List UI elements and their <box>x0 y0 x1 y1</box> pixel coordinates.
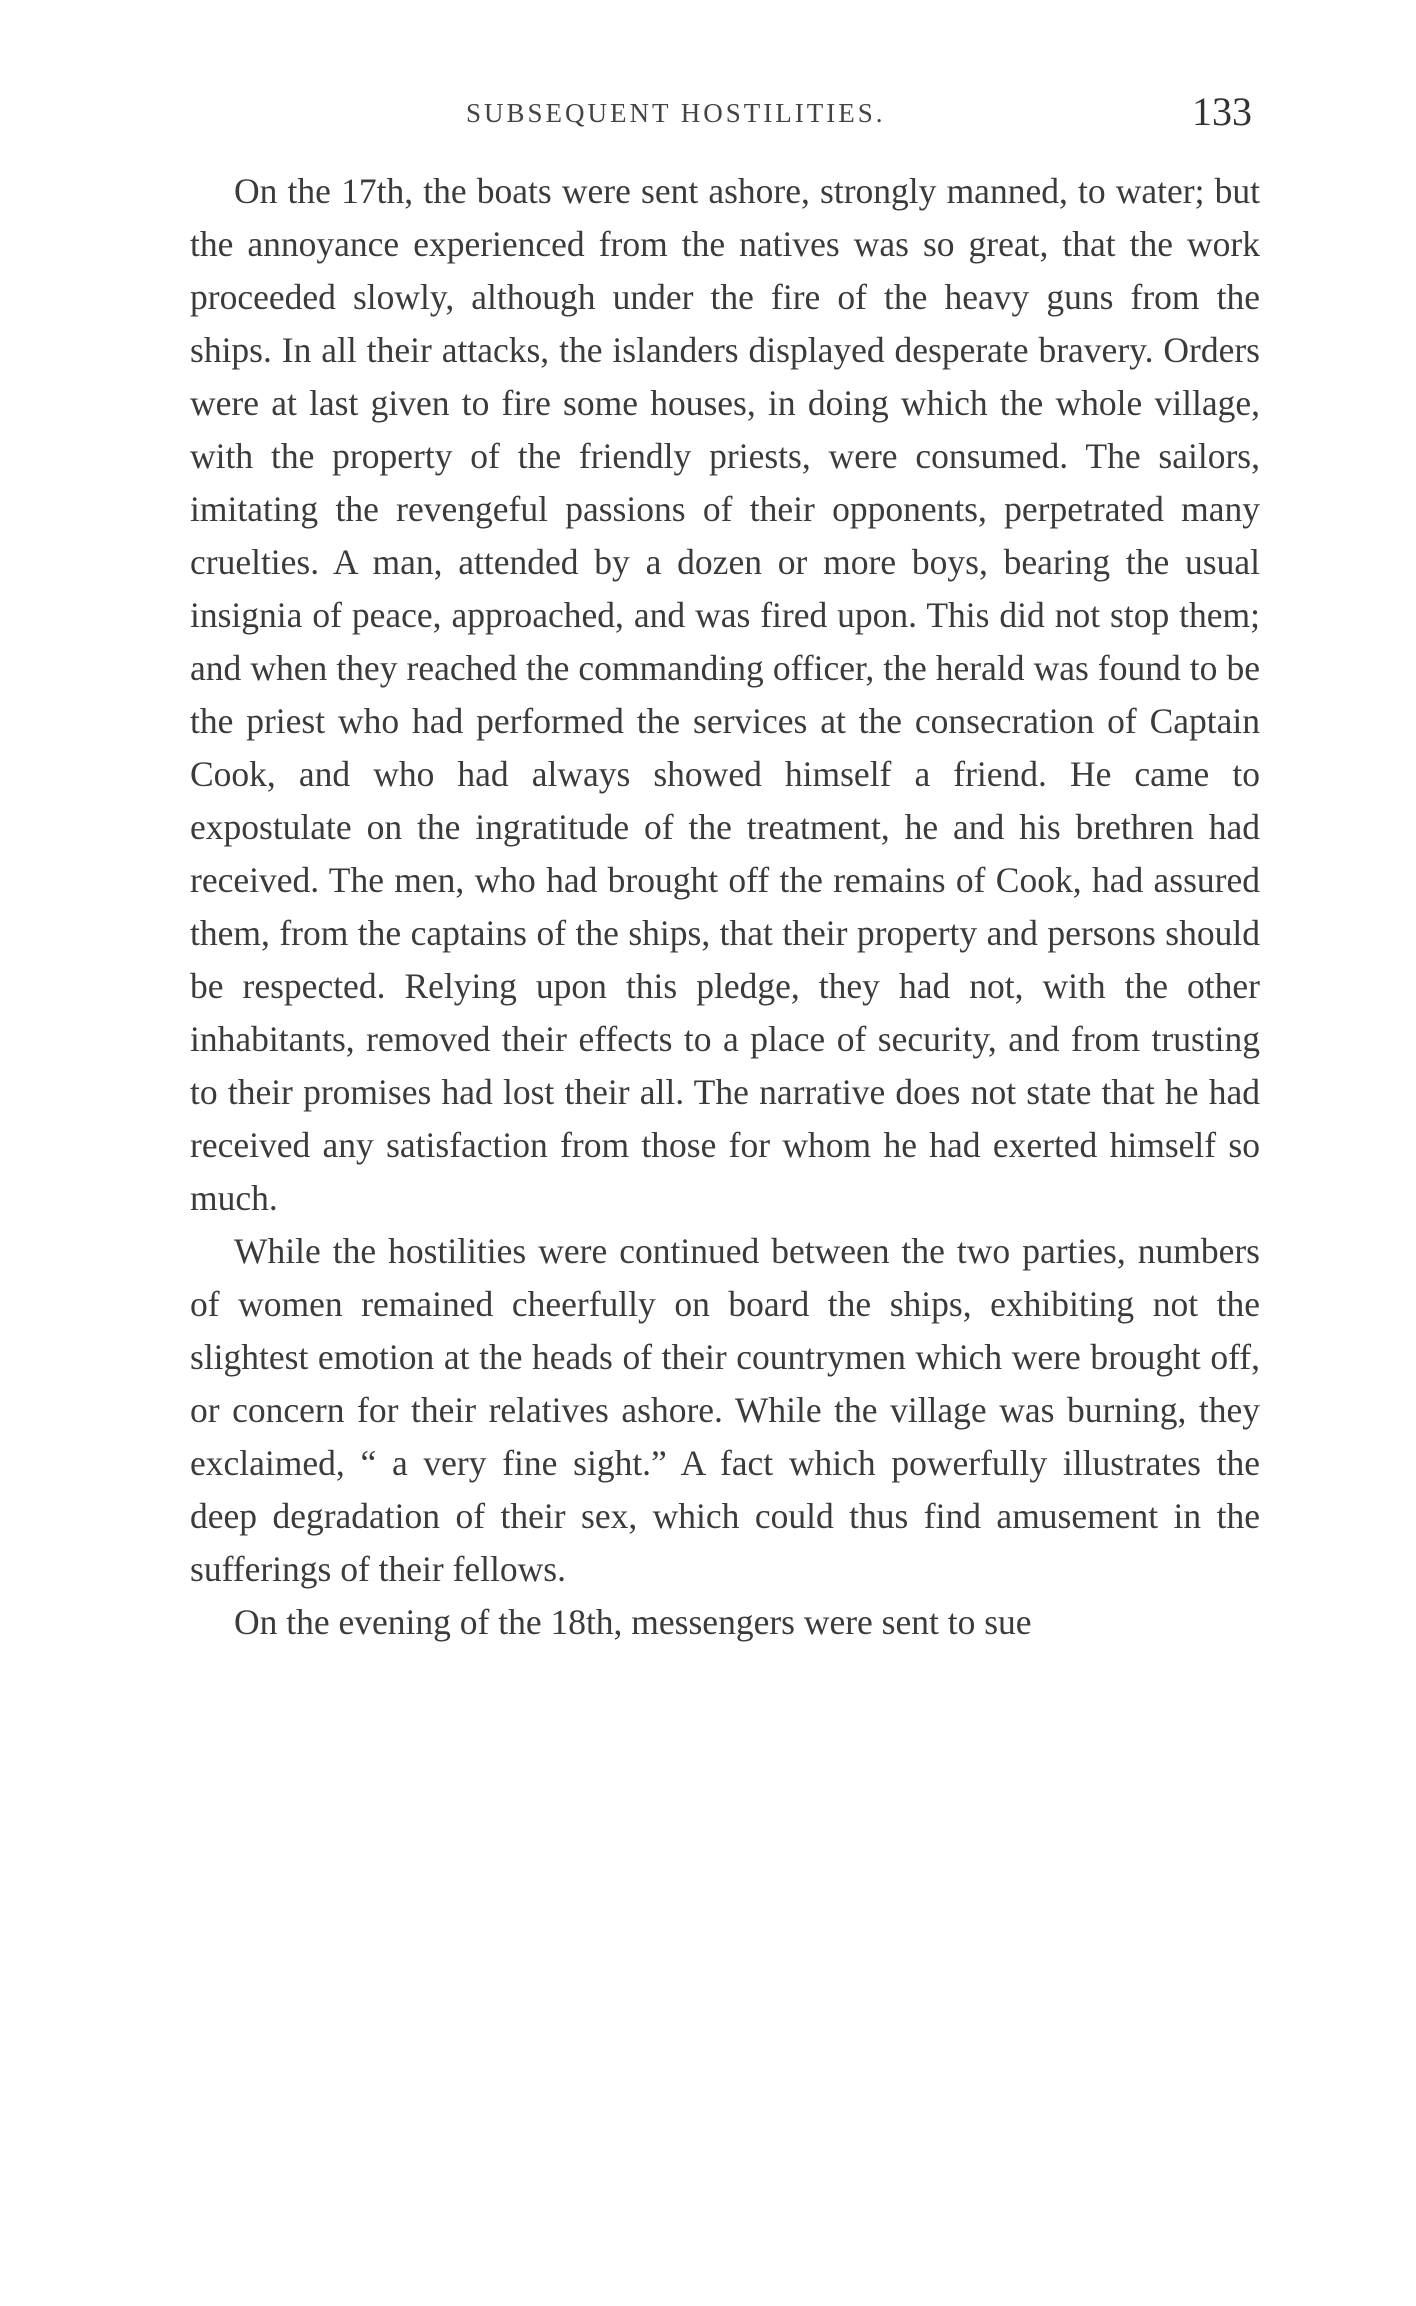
paragraph-2: While the hostilities were continued between the two parties, numbers of women remained cheerfully on board the ships, exhibiting not the slightest emotion at the heads of their countrymen which were brought off, or concern for their relatives ashore. While the village was burning, they exclaimed, “ a very fine sight.” A fact which powerfully illustrates the deep degradation of their sex, which could thus find amusement in the sufferings of their fellows. <box>190 1231 1260 1589</box>
body-text <box>190 165 1260 1649</box>
page-number: 133 <box>1192 89 1252 134</box>
paragraph-1: On the 17th, the boats were sent ashore, strongly manned, to water; but the annoyance experienced from the natives was so great, that the work proceeded slowly, although under the fire of the heavy guns from the ships. In all their attacks, the islanders displayed desperate bravery. Orders were at last given to fire some houses, in doing which the whole village, with the property of the friendly priests, were consumed. The sailors, imitating the revengeful passions of their opponents, perpetrated many cruelties. A man, attended by a dozen or more boys, bearing the usual insignia of peace, approached, and was fired upon. This did not stop them; and when they reached the commanding officer, the herald was found to be the priest who had performed the services at the consecration of Captain Cook, and who had always showed himself a friend. He came to expostulate on the ingratitude of the treatment, he and his brethren had received. The men, who had brought off the remains of Cook, had assured them, from the captains of the ships, that their property and persons should be respected. Relying upon this pledge, they had not, with the other inhabitants, removed their effects to a place of security, and from trusting to their promises had lost their all. The narrative does not state that he had received any satisfaction from those for whom he had exerted himself so much. <box>190 171 1260 1218</box>
running-title: SUBSEQUENT HOSTILITIES. <box>466 98 886 128</box>
paragraph-3: On the evening of the 18th, messengers were sent to sue <box>234 1602 1032 1642</box>
running-head <box>190 88 1260 138</box>
